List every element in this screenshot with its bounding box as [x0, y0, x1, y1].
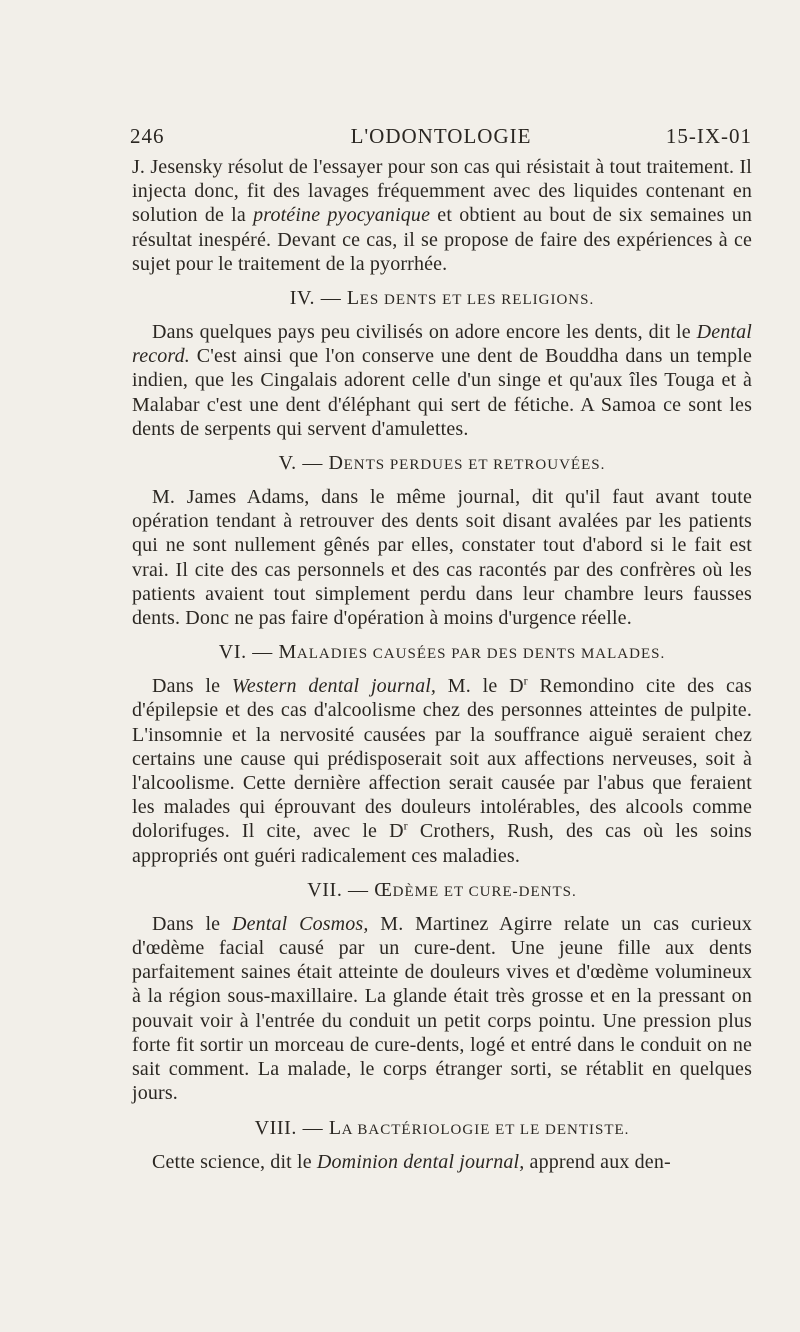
- running-title: L'ODONTOLOGIE: [350, 124, 532, 148]
- section-heading-v: V. — DENTS PERDUES ET RETROUVÉES.: [278, 452, 606, 475]
- article-body: [132, 155, 752, 1174]
- paragraph-maladies: Dans le Western dental journal, M. le $D^r$ Remondino cite des cas d'épilepsie et des cas d'alcoolisme chez des personnes atteintes de pulpite. L'insomnie et la nervosité causées par la souffrance aiguë seraient chez certains une cause qui prédisposerait soit aux affections nerveuses, soit à l'alcoolisme. Cette dernière affection serait causée par l'abus que feraient les malades qui éprouvant des douleurs intolérables, des alcools comme dolorifuges. Il cite, avec le $D^r$ Crothers, Rush, des cas où les soins appropriés ont guéri radicalement ces maladies.: [132, 673, 752, 867]
- paragraph-oedeme: Dans le Dental Cosmos, M. Martinez Agirre relate un cas curieux d'œdème facial causé par un cure-dent. Une jeune fille aux dents parfaitement saines était atteinte de douleurs vives et d'œdème volumineux à la région sous-maxillaire. La glande était très grosse et en la pressant on pouvait voir à l'entrée du conduit un petit corps pointu. Une pression plus forte fit sortir un morceau de cure-dents, logé et entré dans le conduit on ne sait comment. La malade, le corps étranger sorti, se rétablit en quelques jours.: [132, 912, 752, 1105]
- section-heading-viii: VIII. — LA BACTÉRIOLOGIE ET LE DENTISTE.: [254, 1116, 630, 1139]
- issue-date: 15-IX-01: [665, 124, 752, 148]
- running-header: [130, 124, 752, 152]
- section-heading-iv: IV. — LES DENTS ET LES RELIGIONS.: [289, 287, 595, 310]
- paragraph-dents-perdues: M. James Adams, dans le même journal, dit qu'il faut avant toute opération tendant à retrouver des dents soit disant avalées par les patients qui ne sont nullement gênés par elles, constater tout d'abord si le fait est vrai. Il cite des cas personnels et des cas racontés par des confrères où les patients avaient tout simplement perdu dans leur chambre leurs fausses dents. Donc ne pas faire d'opération à moins d'urgence réelle.: [132, 486, 752, 630]
- paragraph-bacteriologie: Cette science, dit le Dominion dental journal, apprend aux den-: [152, 1150, 671, 1173]
- section-heading-vi: VI. — MALADIES CAUSÉES PAR DES DENTS MALADES.: [218, 641, 666, 664]
- section-heading-vii: VII. — ŒDÈME ET CURE-DENTS.: [307, 878, 577, 901]
- paragraph-intro: J. Jesensky résolut de l'essayer pour son cas qui résistait à tout traitement. Il injecta donc, fit des lavages fréquemment avec des liquides contenant en solution de la protéine pyocyanique et obtient au bout de six semaines un résultat inespéré. Devant ce cas, il se propose de faire des expériences à ce sujet pour le traitement de la pyorrhée.: [132, 156, 752, 275]
- page-number: 246: [130, 124, 165, 148]
- paragraph-religions: Dans quelques pays peu civilisés on adore encore les dents, dit le Dental record. C'est ainsi que l'on conserve une dent de Bouddha dans un temple indien, que les Cingalais adorent celle d'un singe et qu'aux îles Touga et à Malabar c'est une dent d'éléphant qui sert de fétiche. A Samoa ce sont les dents de serpents qui servent d'amulettes.: [132, 321, 752, 440]
